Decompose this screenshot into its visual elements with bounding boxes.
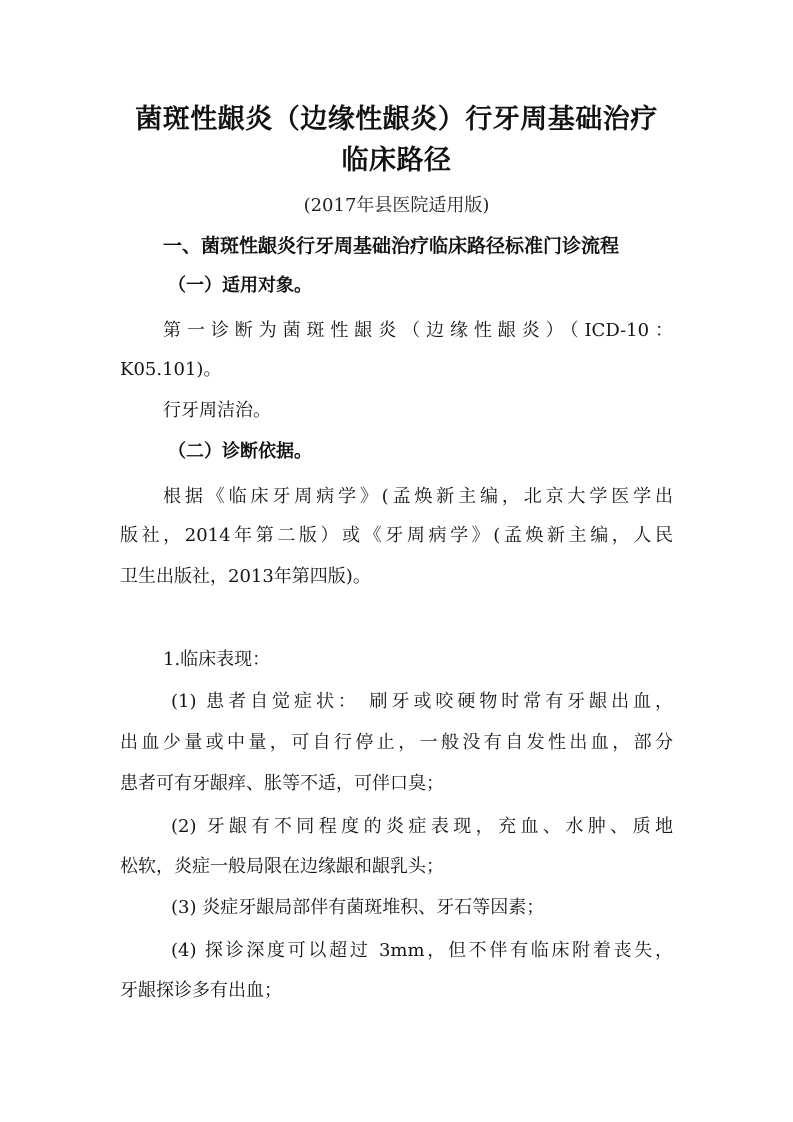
paragraph-line: 版社，2014年第二版）或《牙周病学》(孟焕新主编，人民 (120, 525, 673, 546)
paragraph-line: 患者可有牙龈痒、胀等不适，可伴口臭； (120, 773, 444, 794)
paragraph-line: (1) 患者自觉症状： 刷牙或咬硬物时常有牙龈出血， (171, 691, 673, 712)
paragraph-line: 行牙周洁治。 (163, 400, 271, 421)
paragraph-line: 松软，炎症一般局限在边缘龈和龈乳头； (120, 856, 444, 877)
clinical-heading: 1.临床表现： (163, 649, 271, 670)
paragraph-line: 第一诊断为菌斑性龈炎（边缘性龈炎）（ICD-10： (163, 320, 673, 341)
paragraph-line: 卫生出版社，2013年第四版)。 (120, 566, 371, 587)
paragraph-line: (2) 牙龈有不同程度的炎症表现，充血、水肿、质地 (171, 816, 673, 837)
document-title-line1: 菌斑性龈炎（边缘性龈炎）行牙周基础治疗 (135, 104, 658, 135)
document-subtitle: (2017年县医院适用版) (303, 195, 490, 216)
paragraph-line: 牙龈探诊多有出血； (120, 980, 282, 1001)
document-title-line2: 临床路径 (341, 145, 452, 176)
paragraph-line: 出血少量或中量，可自行停止，一般没有自发性出血，部分 (120, 732, 673, 753)
paragraph-line: 根据《临床牙周病学》(孟焕新主编，北京大学医学出 (163, 486, 673, 507)
paragraph-line: (3) 炎症牙龈局部伴有菌斑堆积、牙石等因素； (171, 897, 545, 918)
subsection-heading-applicable-subjects: （一）适用对象。 (168, 275, 312, 296)
subsection-heading-diagnosis-basis: （二）诊断依据。 (168, 441, 312, 462)
section-heading-1: 一、菌斑性龈炎行牙周基础治疗临床路径标准门诊流程 (163, 235, 620, 257)
paragraph-line: K05.101)。 (120, 359, 222, 380)
paragraph-line: (4) 探诊深度可以超过 3mm，但不伴有临床附着丧失， (171, 940, 673, 961)
